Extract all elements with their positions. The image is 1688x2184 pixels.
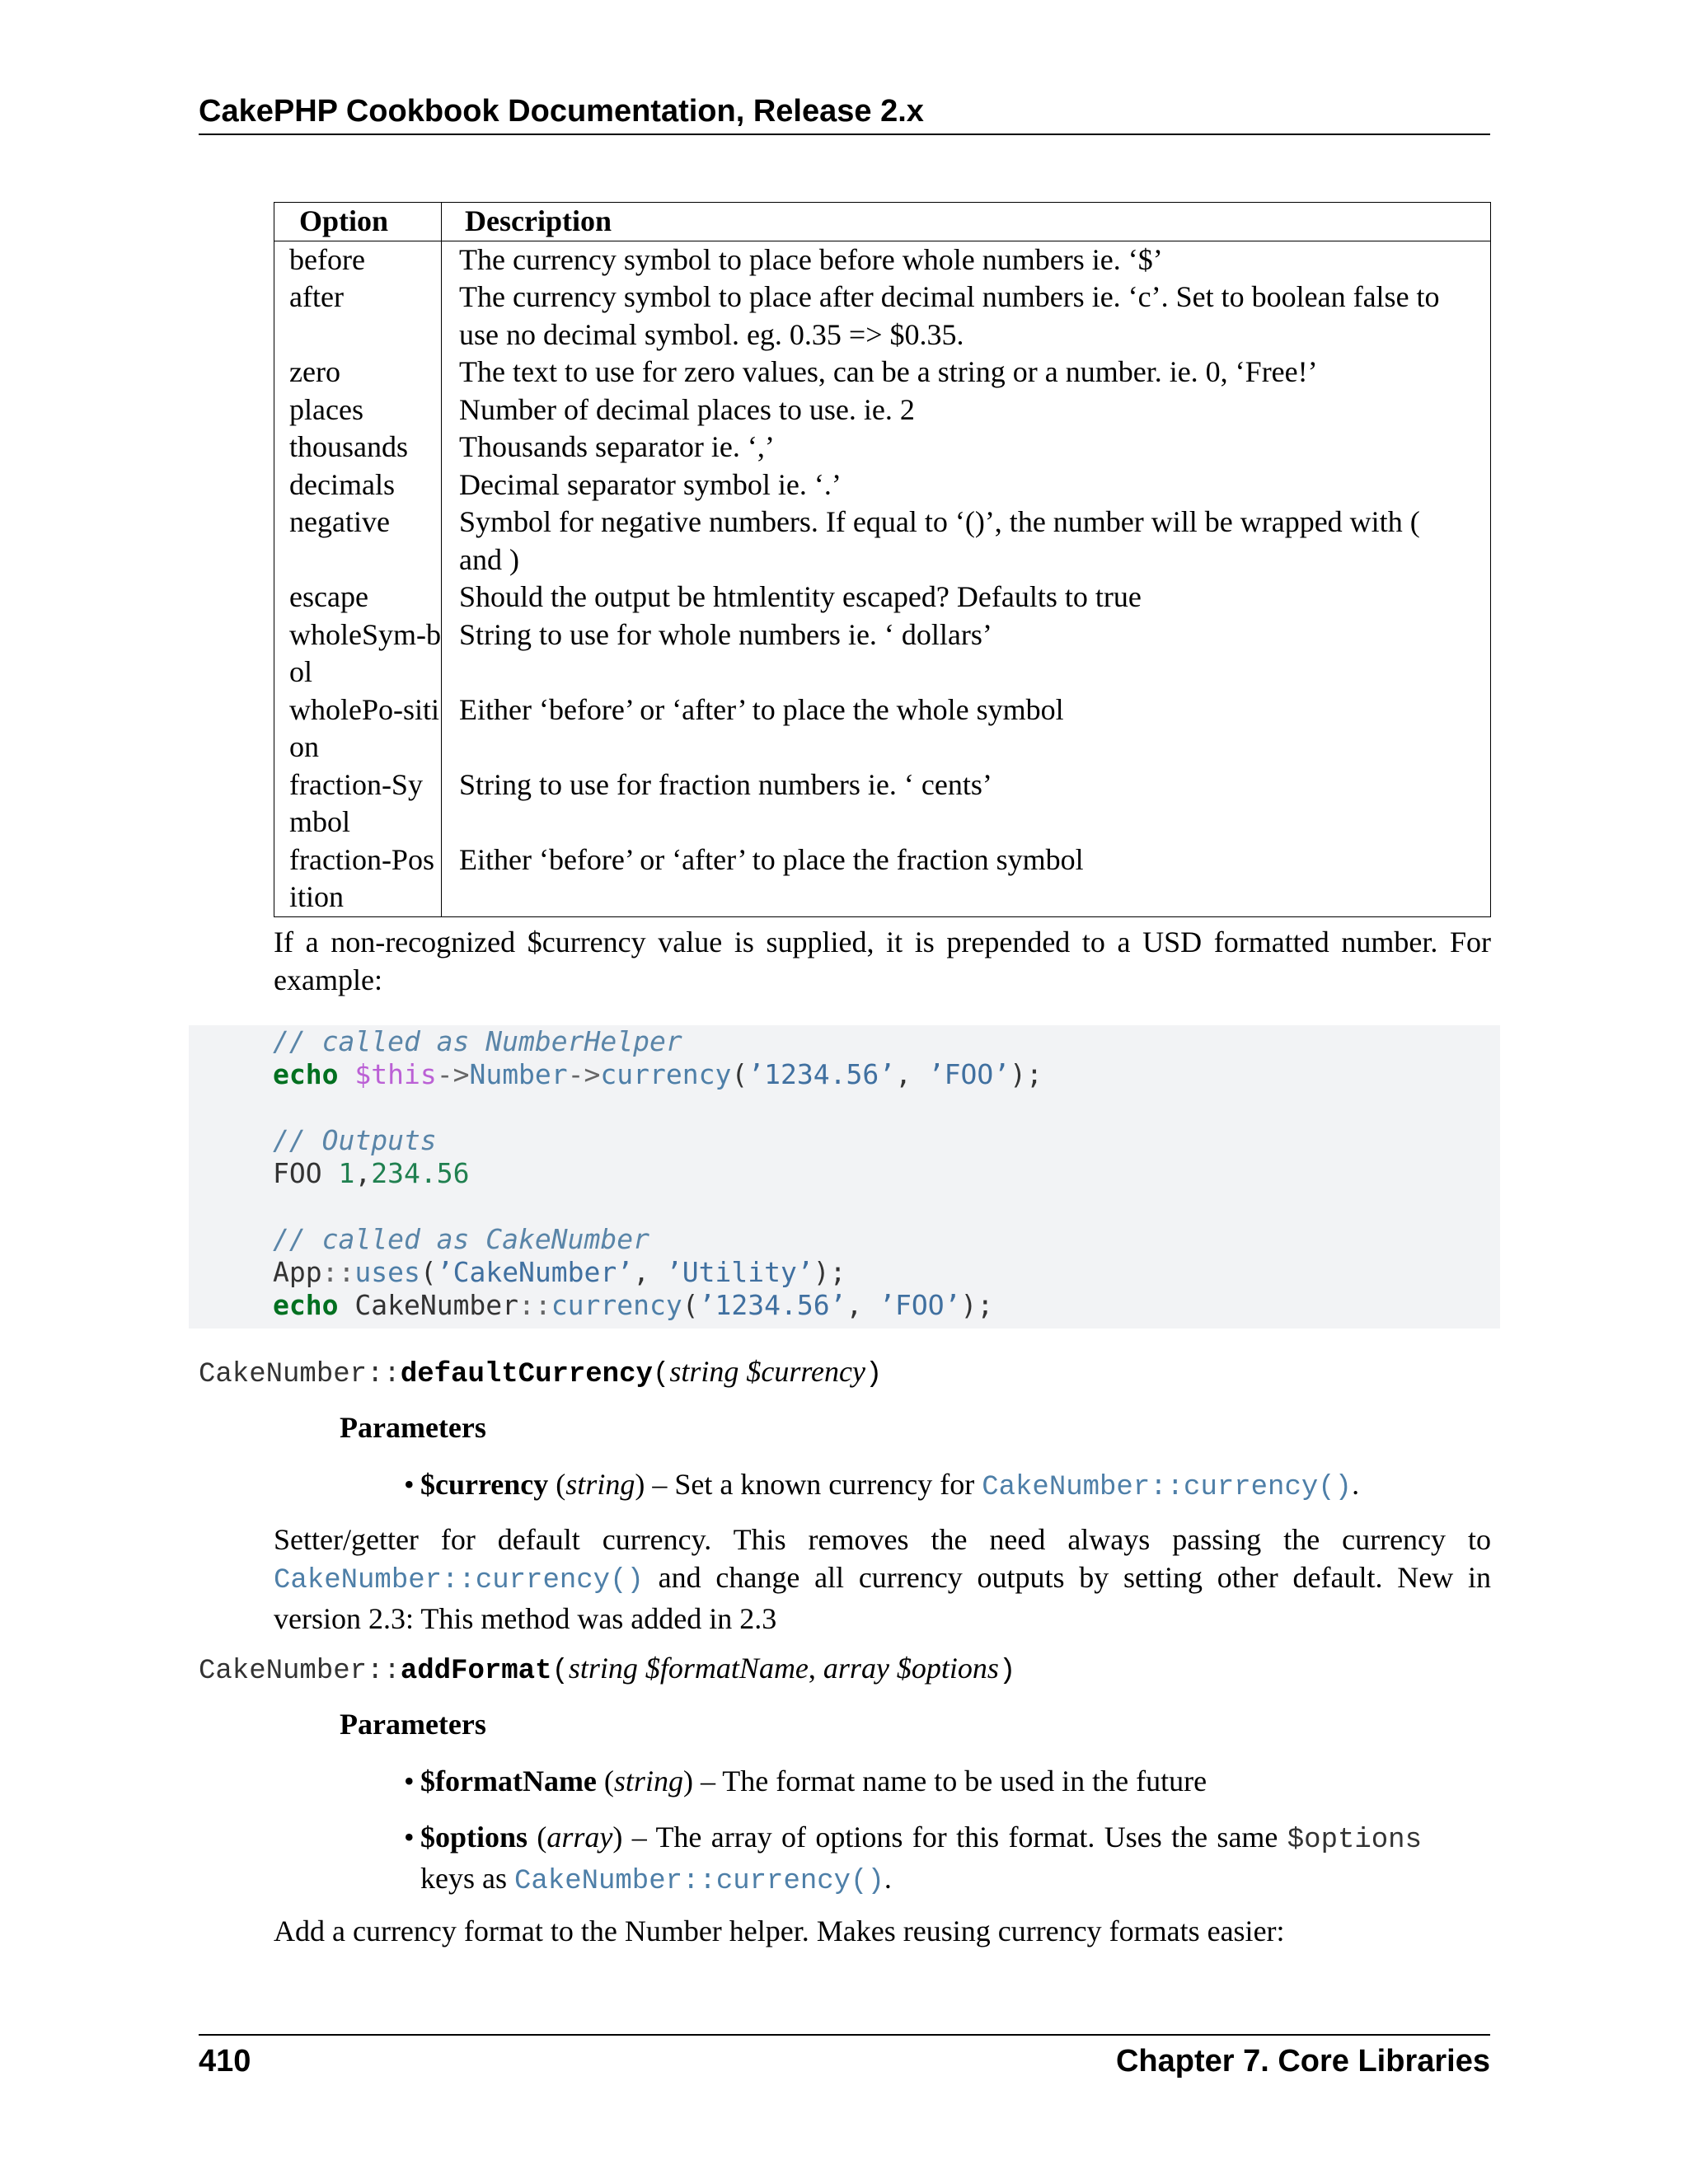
code-text	[273, 1025, 1043, 1322]
footer-rule	[199, 2034, 1490, 2036]
code-property: Number	[469, 1058, 568, 1090]
method-signature-default-currency	[199, 1354, 882, 1390]
bullet-icon: •	[404, 1765, 415, 1797]
table-row	[274, 241, 1491, 279]
option-cell: fraction-Symbol	[274, 766, 442, 841]
param-type: array	[546, 1821, 613, 1854]
code-string: ’CakeNumber’	[436, 1256, 634, 1288]
signature-argument: string $currency	[669, 1355, 865, 1388]
code-comma: ,	[895, 1058, 928, 1090]
code-operator: ::	[321, 1256, 355, 1288]
method-signature-add-format	[199, 1651, 1015, 1687]
running-header: CakePHP Cookbook Documentation, Release 2.x	[199, 94, 924, 129]
description-cell: Either ‘before’ or ‘after’ to place the fraction symbol	[459, 842, 1084, 876]
code-string: ’1234.56’	[698, 1289, 846, 1321]
code-operator: ::	[518, 1289, 551, 1321]
param-description: – Set a known currency for	[645, 1468, 982, 1501]
bullet-icon: •	[404, 1468, 415, 1501]
description-cell: The currency symbol to place before whole numbers ie. ‘$’	[459, 242, 1163, 276]
header-rule	[199, 134, 1490, 135]
parameter-item-currency: • $currency (string) – Set a known currency for CakeNumber::currency().	[420, 1465, 1422, 1507]
signature-paren-close: )	[865, 1359, 883, 1390]
code-output-label: FOO	[273, 1157, 339, 1189]
inline-code: $options	[1287, 1825, 1422, 1856]
option-cell: thousands	[274, 429, 442, 466]
code-string: ’FOO’	[879, 1289, 961, 1321]
signature-class: CakeNumber::	[199, 1656, 401, 1687]
code-number: 234.56	[371, 1157, 470, 1189]
description-cell: Thousands separator ie. ‘,’	[459, 430, 775, 463]
signature-paren-open: (	[551, 1656, 569, 1687]
table-header-row	[274, 203, 1491, 241]
option-cell: after	[274, 279, 442, 354]
chapter-title: Chapter 7. Core Libraries	[1115, 2044, 1490, 2079]
description-cell: The text to use for zero values, can be a string or a number. ie. 0, ‘Free!’	[459, 355, 1318, 388]
description-cell: Number of decimal places to use. ie. 2	[459, 392, 915, 426]
parameters-heading: Parameters	[340, 1411, 486, 1444]
table-row	[274, 391, 1491, 429]
column-header-description: Description	[442, 203, 1491, 241]
description-cell: The currency symbol to place after decimal numbers ie. ‘c’. Set to boolean false to use no decimal symbol. eg. 0.35 => $0.35.	[459, 280, 1440, 351]
parameter-item-options: • $options (array) – The array of options for this format. Uses the same $options keys as CakeNumber::currency().	[420, 1818, 1422, 1900]
signature-method-name: addFormat	[400, 1656, 552, 1687]
table-row	[274, 466, 1491, 504]
description-cell: Decimal separator symbol ie. ‘.’	[459, 467, 842, 501]
page-number: 410	[199, 2044, 251, 2079]
code-operator: ->	[567, 1058, 601, 1090]
options-table	[274, 202, 1491, 917]
option-cell: wholePo-sition	[274, 691, 442, 766]
code-function: currency	[600, 1058, 732, 1090]
signature-paren-open: (	[652, 1359, 670, 1390]
bullet-icon: •	[404, 1821, 415, 1854]
column-header-option: Option	[274, 203, 442, 241]
description-cell: Either ‘before’ or ‘after’ to place the whole symbol	[459, 692, 1064, 726]
punctuation: .	[884, 1862, 892, 1895]
code-comment: // called as NumberHelper	[273, 1025, 682, 1057]
cross-reference-link[interactable]: CakeNumber::currency()	[982, 1472, 1353, 1503]
table-row	[274, 279, 1491, 354]
param-type: string	[613, 1765, 683, 1797]
options-table-body	[274, 241, 1491, 916]
add-format-description: Add a currency format to the Number helper. Makes reusing currency formats easier:	[274, 1915, 1285, 1947]
code-class: CakeNumber	[354, 1289, 519, 1321]
code-paren: (	[420, 1256, 437, 1288]
description-cell: Should the output be htmlentity escaped? Defaults to true	[459, 580, 1142, 613]
cross-reference-link[interactable]: CakeNumber::currency()	[274, 1565, 644, 1596]
signature-argument: array $options	[823, 1652, 999, 1685]
description-cell: Symbol for negative numbers. If equal to ‘()’, the number will be wrapped with ( and )	[459, 505, 1420, 576]
code-variable: $this	[354, 1058, 437, 1090]
param-description: – The format name to be used in the future	[692, 1765, 1207, 1797]
code-keyword: echo	[273, 1289, 339, 1321]
param-description: – The array of options for this format. Uses the same	[622, 1821, 1287, 1854]
param-name: $currency	[420, 1468, 549, 1501]
code-comment: // Outputs	[273, 1124, 437, 1156]
table-row	[274, 429, 1491, 466]
table-row	[274, 841, 1491, 917]
signature-class: CakeNumber::	[199, 1359, 401, 1390]
code-terminator: );	[960, 1289, 994, 1321]
signature-paren-close: )	[998, 1656, 1016, 1687]
code-class: App	[273, 1256, 322, 1288]
option-cell: fraction-Position	[274, 841, 442, 917]
table-row	[274, 579, 1491, 616]
description-cell: String to use for whole numbers ie. ‘ dollars’	[459, 617, 992, 651]
code-keyword: echo	[273, 1058, 339, 1090]
code-function: currency	[551, 1289, 682, 1321]
description-text: and change all currency outputs by setting other default. New in version 2.3: This method was added in 2.3	[274, 1561, 1491, 1635]
signature-method-name: defaultCurrency	[400, 1359, 653, 1390]
code-comma: ,	[846, 1289, 879, 1321]
code-terminator: );	[1010, 1058, 1043, 1090]
default-currency-description	[274, 1521, 1491, 1638]
code-string: ’FOO’	[927, 1058, 1010, 1090]
table-row	[274, 691, 1491, 766]
code-paren: (	[682, 1289, 699, 1321]
code-paren: (	[731, 1058, 748, 1090]
description-text: Setter/getter for default currency. This removes the need always passing the currency to	[274, 1523, 1491, 1556]
code-comma: ,	[354, 1157, 372, 1189]
punctuation: .	[1352, 1468, 1360, 1501]
option-cell: before	[274, 241, 442, 279]
code-string: ’Utility’	[665, 1256, 814, 1288]
param-name: $options	[420, 1821, 528, 1854]
intro-paragraph: If a non-recognized $currency value is supplied, it is prepended to a USD formatted number. For example:	[274, 926, 1491, 996]
option-cell: wholeSym-bol	[274, 616, 442, 691]
code-block	[189, 1025, 1500, 1329]
parameter-item-format-name: • $formatName (string) – The format name to be used in the future	[420, 1762, 1422, 1800]
code-terminator: );	[813, 1256, 846, 1288]
code-string: ’1234.56’	[748, 1058, 896, 1090]
table-row	[274, 616, 1491, 691]
table-row	[274, 504, 1491, 579]
option-cell: zero	[274, 354, 442, 391]
code-comment: // called as CakeNumber	[273, 1223, 649, 1255]
code-operator: ->	[436, 1058, 470, 1090]
code-function: uses	[354, 1256, 420, 1288]
option-cell: decimals	[274, 466, 442, 504]
table-row	[274, 766, 1491, 841]
description-cell: String to use for fraction numbers ie. ‘ cents’	[459, 767, 992, 801]
option-cell: escape	[274, 579, 442, 616]
signature-argument: string $formatName	[568, 1652, 809, 1685]
signature-separator: ,	[808, 1652, 823, 1685]
cross-reference-link[interactable]: CakeNumber::currency()	[513, 1866, 884, 1897]
table-row	[274, 354, 1491, 391]
param-type: string	[565, 1468, 635, 1501]
parameters-heading: Parameters	[340, 1708, 486, 1741]
code-comma: ,	[633, 1256, 666, 1288]
option-cell: places	[274, 391, 442, 429]
param-description: keys as	[420, 1862, 514, 1895]
param-name: $formatName	[420, 1765, 597, 1797]
option-cell: negative	[274, 504, 442, 579]
code-number: 1	[338, 1157, 355, 1189]
